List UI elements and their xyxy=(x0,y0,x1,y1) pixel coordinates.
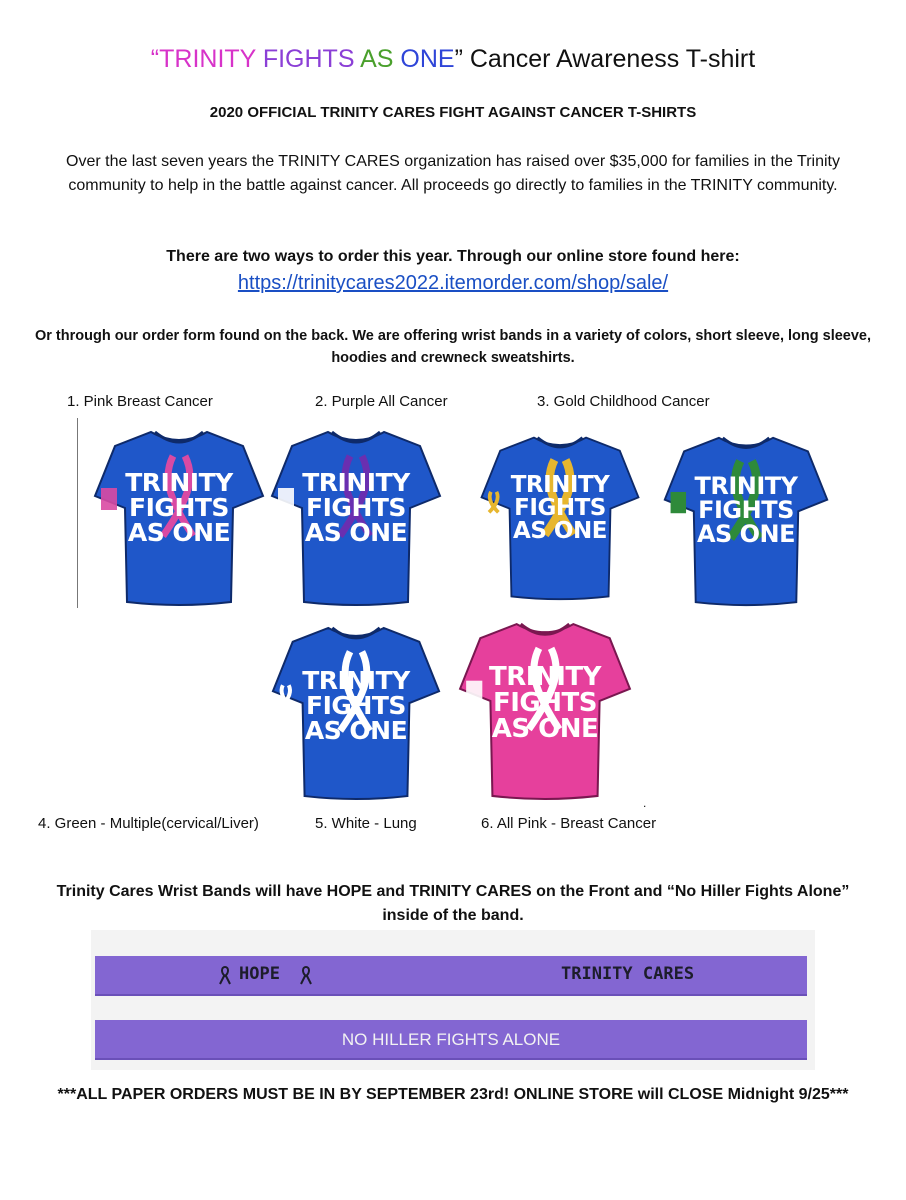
shirt-text-line1: TRINITY xyxy=(510,472,610,498)
shirt-text-line2: FIGHTS xyxy=(129,493,229,522)
shirt-text-line1: TRINITY xyxy=(489,662,601,692)
band-inside-text: NO HILLER FIGHTS ALONE xyxy=(341,1030,561,1049)
wrist-bands-image xyxy=(91,930,815,1070)
shirt-2-purple xyxy=(270,426,442,608)
title-word-trinity: TRINITY xyxy=(159,45,256,73)
page-title xyxy=(0,42,906,76)
order-form-text: Or through our order form found on the back. We are offering wrist bands in a variety of colors, short sleeve, long sleeve, hoodies and crewneck sweatshirts. xyxy=(34,328,872,366)
shirt-text-line2: FIGHTS xyxy=(493,688,597,718)
title-word-as: AS xyxy=(360,45,394,73)
divider-line xyxy=(77,418,78,608)
wrist-bands-note: Trinity Cares Wrist Bands will have HOPE and TRINITY CARES on the Front and “No Hiller Fights Alone” inside of the band. xyxy=(56,883,850,924)
band-inside xyxy=(95,1020,807,1058)
shirt-text-line3: AS ONE xyxy=(696,520,796,548)
deadline-notice: ***ALL PAPER ORDERS MUST BE IN BY SEPTEMBER 23rd! ONLINE STORE will CLOSE Midnight 9/25*** xyxy=(57,1086,849,1103)
title-word-fights: FIGHTS xyxy=(262,45,355,73)
title-rest: ” Cancer Awareness T-shirt xyxy=(454,45,756,73)
shirt-text-line2: FIGHTS xyxy=(306,493,406,522)
shirt-6-all-pink xyxy=(455,618,635,802)
shirt-4-green xyxy=(661,432,831,608)
band-trinity-cares-text: TRINITY CARES xyxy=(561,964,695,984)
intro-paragraph: Over the last seven years the TRINITY CARES organization has raised over $35,000 for families in the Trinity community to help in the battle against cancer. All proceeds go directly to families in the TRINITY community. xyxy=(66,153,840,194)
shirt-3-gold xyxy=(478,432,642,602)
shirt-text-line2: FIGHTS xyxy=(514,495,606,521)
shirt-text-line3: AS ONE xyxy=(127,518,231,547)
caption-5: 5. White - Lung xyxy=(315,815,417,832)
shirt-5-white xyxy=(270,622,442,802)
black-ribbon-icon xyxy=(300,965,312,985)
title-word-one: ONE xyxy=(400,45,455,73)
stray-dot: . xyxy=(643,796,647,810)
title-quote-open: “ xyxy=(150,45,160,73)
order-ways-text: There are two ways to order this year. Through our online store found here: xyxy=(166,248,740,265)
subtitle: 2020 OFFICIAL TRINITY CARES FIGHT AGAINST CANCER T-SHIRTS xyxy=(209,104,697,121)
band-front xyxy=(95,956,807,994)
caption-3: 3. Gold Childhood Cancer xyxy=(537,393,710,410)
shirt-text-line3: AS ONE xyxy=(513,518,607,544)
black-ribbon-icon xyxy=(219,965,231,985)
caption-4: 4. Green - Multiple(cervical/Liver) xyxy=(38,815,259,832)
shirt-text-line1: TRINITY xyxy=(694,472,798,500)
shirt-text-line1: TRINITY xyxy=(125,468,233,497)
caption-6: 6. All Pink - Breast Cancer xyxy=(481,815,657,832)
shirt-text-line3: AS ONE xyxy=(304,518,408,547)
shirt-text-line2: FIGHTS xyxy=(306,691,406,720)
caption-1: 1. Pink Breast Cancer xyxy=(67,393,213,410)
shirt-text-line1: TRINITY xyxy=(302,666,410,695)
band-hope-text: HOPE xyxy=(239,964,280,984)
shirt-text-line3: AS ONE xyxy=(304,716,408,745)
shirt-1-pink xyxy=(93,426,265,608)
caption-2: 2. Purple All Cancer xyxy=(315,393,448,410)
shirt-text-line2: FIGHTS xyxy=(698,496,794,524)
shirt-text-line1: TRINITY xyxy=(302,468,410,497)
shirt-text-line3: AS ONE xyxy=(491,714,599,744)
online-store-link[interactable]: https://trinitycares2022.itemorder.com/shop/sale/ xyxy=(237,272,669,294)
